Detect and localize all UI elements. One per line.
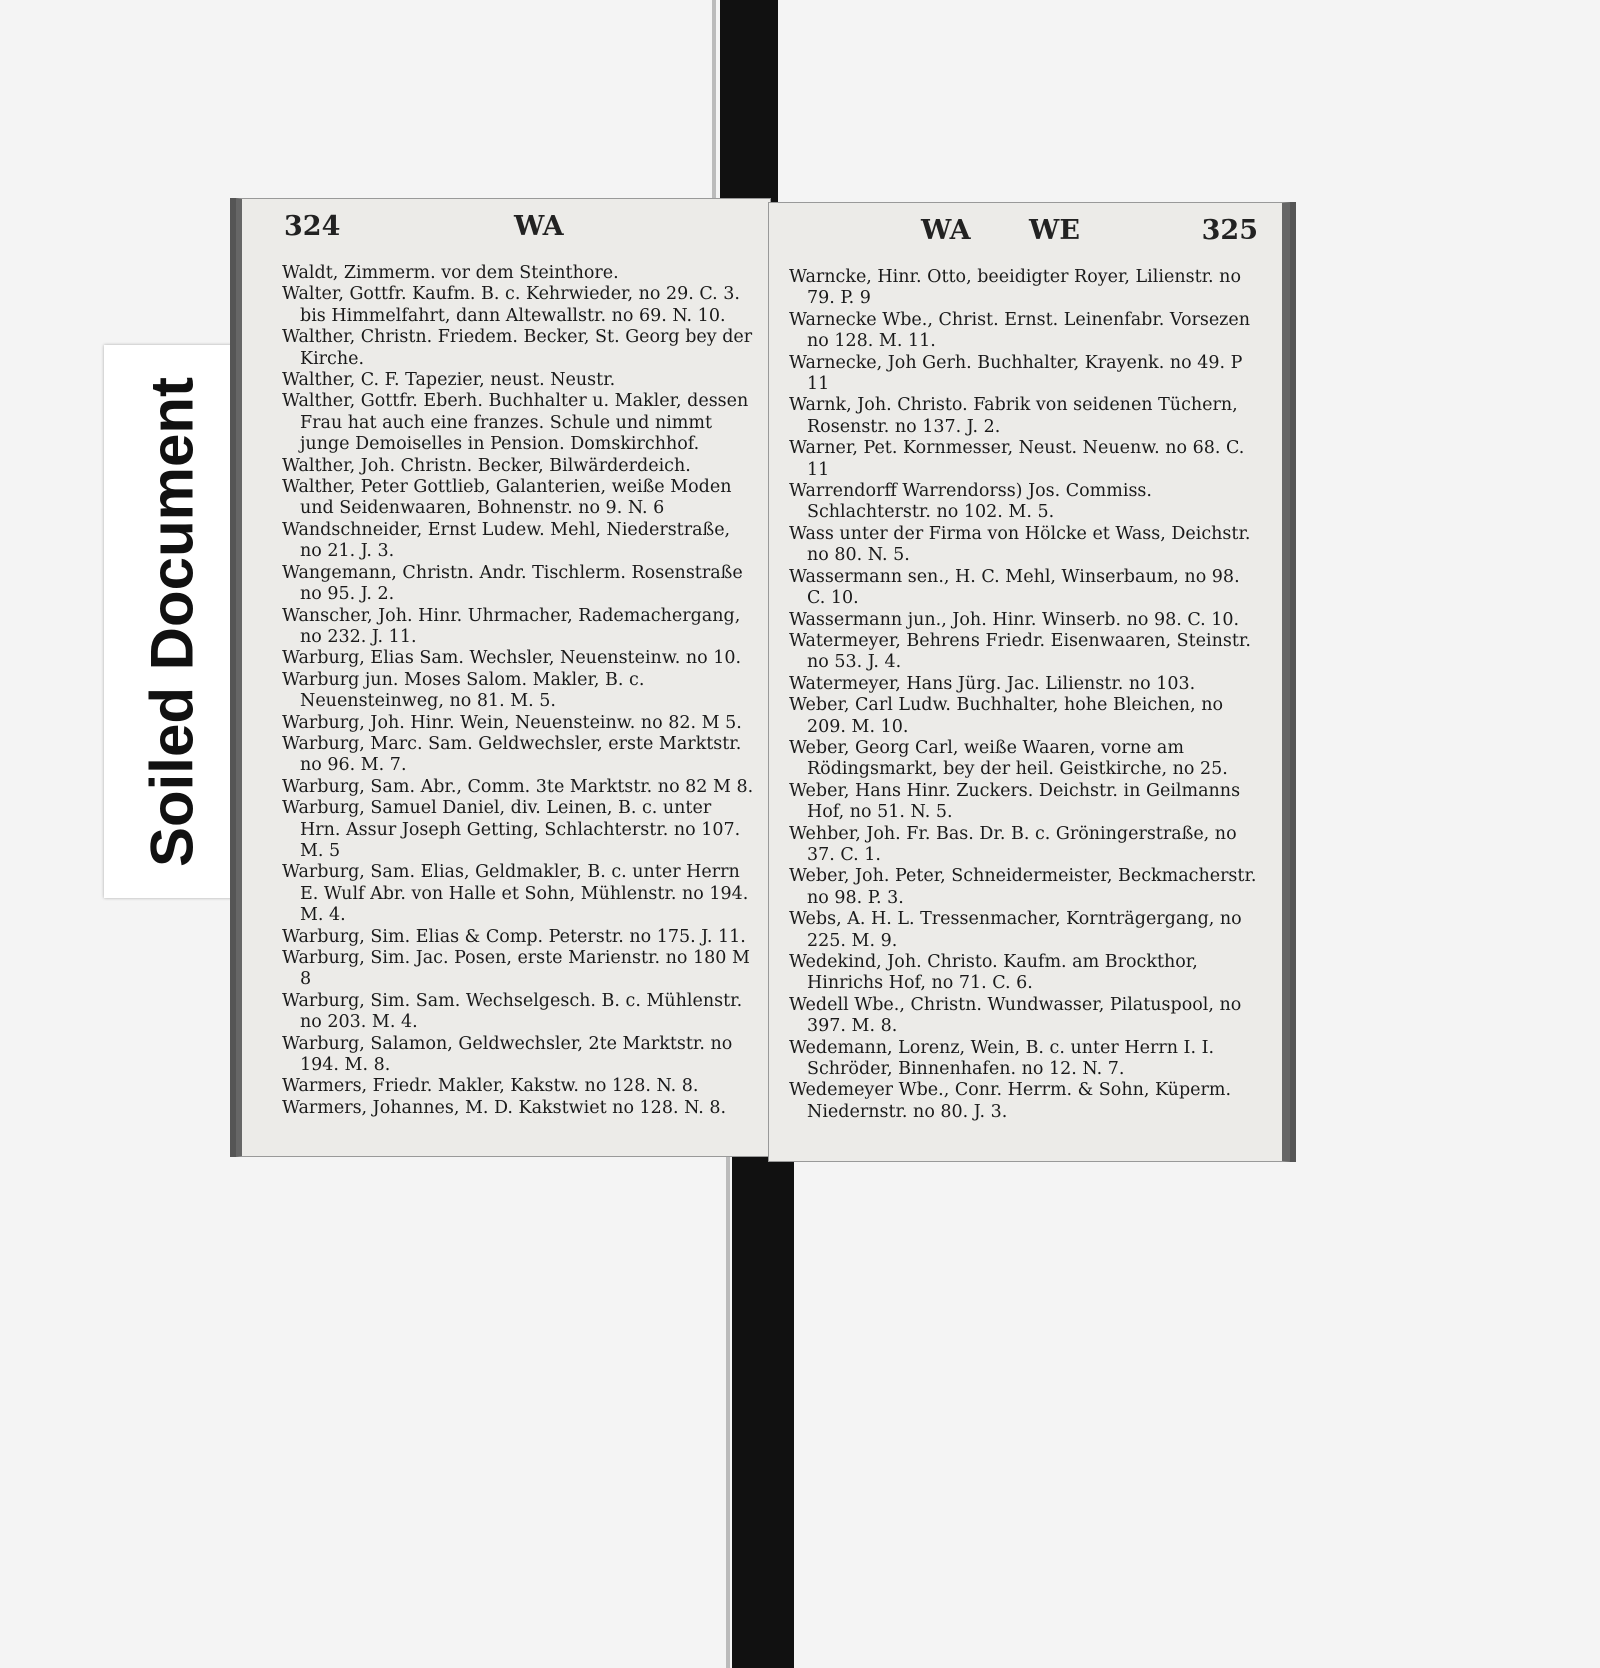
right-page-number: 325: [1201, 215, 1258, 246]
directory-entry: Warburg, Samuel Daniel, div. Leinen, B. c. unter Hrn. Assur Joseph Getting, Schlachterstr. no 107. M. 5: [282, 798, 741, 861]
directory-entry: Warburg jun. Moses Salom. Makler, B. c. Neuensteinweg, no 81. M. 5.: [282, 669, 645, 712]
binding-strip-top: [720, 0, 778, 205]
directory-entry: Warncke, Hinr. Otto, beeidigter Royer, Lilienstr. no 79. P. 9: [789, 267, 1241, 309]
right-page: [768, 202, 1290, 1162]
directory-entry: Watermeyer, Behrens Friedr. Eisenwaaren, Steinstr. no 53. J. 4.: [789, 630, 1251, 673]
directory-entry: Warburg, Sim. Elias & Comp. Peterstr. no 175. J. 11.: [282, 926, 746, 947]
directory-entry: Warburg, Sim. Sam. Wechselgesch. B. c. Mühlenstr. no 203. M. 4.: [282, 990, 743, 1033]
directory-entry: Warburg, Sim. Jac. Posen, erste Marienstr. no 180 M 8: [282, 948, 750, 990]
directory-entry: Warner, Pet. Kornmesser, Neust. Neuenw. no 68. C. 11: [789, 438, 1245, 480]
directory-entry: Wedemeyer Wbe., Conr. Herrm. & Sohn, Küperm. Niedernstr. no 80. J. 3.: [789, 1080, 1232, 1122]
binding-strip-bottom: [732, 1150, 794, 1668]
directory-entry: Wedemann, Lorenz, Wein, B. c. unter Herrn I. I. Schröder, Binnenhafen. no 12. N. 7.: [789, 1037, 1215, 1080]
soiled-document-tab: [104, 345, 240, 898]
directory-entry: Webs, A. H. L. Tressenmacher, Kornträgergang, no 225. M. 9.: [789, 909, 1242, 951]
directory-entry: Wanscher, Joh. Hinr. Uhrmacher, Rademachergang, no 232. J. 11.: [282, 605, 741, 647]
directory-entry: Weber, Georg Carl, weiße Waaren, vorne am Rödingsmarkt, bey der heil. Geistkirche, no 25.: [789, 737, 1228, 780]
directory-entry: Warburg, Sam. Elias, Geldmakler, B. c. unter Herrn E. Wulf Abr. von Halle et Sohn, Mühlenstr. no 194. M. 4.: [282, 862, 749, 926]
left-page: [236, 198, 771, 1157]
directory-entry: Wedekind, Joh. Christo. Kaufm. am Brockthor, Hinrichs Hof, no 71. C. 6.: [789, 952, 1198, 994]
directory-entry: Warburg, Sam. Abr., Comm. 3te Marktstr. no 82 M 8.: [282, 776, 754, 797]
directory-entry: Warmers, Friedr. Makler, Kakstw. no 128. N. 8.: [282, 1076, 699, 1097]
soiled-document-label: Soiled Document: [138, 376, 206, 867]
left-page-letters: WA: [514, 211, 564, 242]
directory-entry: Walther, Joh. Christn. Becker, Bilwärderdeich.: [282, 455, 691, 476]
directory-entry: Weber, Joh. Peter, Schneidermeister, Beckmacherstr. no 98. P. 3.: [789, 866, 1257, 908]
directory-entry: Wass unter der Firma von Hölcke et Wass, Deichstr. no 80. N. 5.: [789, 523, 1251, 566]
directory-entry: Warnk, Joh. Christo. Fabrik von seidenen Tüchern, Rosenstr. no 137. J. 2.: [789, 395, 1238, 437]
directory-entry: Warburg, Elias Sam. Wechsler, Neuensteinw. no 10.: [282, 648, 742, 669]
binding-edge-bottom: [726, 1150, 730, 1668]
directory-entry: Warmers, Johannes, M. D. Kakstwiet no 128. N. 8.: [282, 1097, 727, 1118]
directory-entry: Walther, Gottfr. Eberh. Buchhalter u. Makler, dessen Frau hat auch eine franzes. Schule und nimmt junge Demoiselles in Pension. Domskirchhof.: [282, 391, 749, 455]
directory-entry: Warburg, Joh. Hinr. Wein, Neuensteinw. no 82. M 5.: [282, 712, 742, 733]
directory-entry: Wassermann sen., H. C. Mehl, Winserbaum, no 98. C. 10.: [789, 566, 1240, 609]
right-page-header: [789, 215, 1258, 255]
directory-entry: Warnecke, Joh Gerh. Buchhalter, Krayenk. no 49. P 11: [789, 352, 1243, 395]
directory-entry: Wangemann, Christn. Andr. Tischlerm. Rosenstraße no 95. J. 2.: [282, 562, 743, 605]
directory-entry: Walther, Peter Gottlieb, Galanterien, weiße Moden und Seidenwaaren, Bohnenstr. no 9. N. 6: [282, 477, 732, 519]
right-page-letters-2: WE: [1029, 215, 1080, 246]
directory-entry: Warburg, Salamon, Geldwechsler, 2te Marktstr. no 194. M. 8.: [282, 1033, 733, 1076]
directory-entry: Warburg, Marc. Sam. Geldwechsler, erste Marktstr. no 96. M. 7.: [282, 733, 742, 776]
directory-entry: Wandschneider, Ernst Ludew. Mehl, Niederstraße, no 21. J. 3.: [282, 519, 731, 562]
directory-entry: Walther, Christn. Friedem. Becker, St. Georg bey der Kirche.: [282, 327, 753, 369]
right-page-entries: [789, 267, 1260, 1123]
directory-entry: Warrendorff Warrendorss) Jos. Commiss. Schlachterstr. no 102. M. 5.: [789, 481, 1152, 523]
directory-entry: Wassermann jun., Joh. Hinr. Winserb. no 98. C. 10.: [789, 609, 1240, 630]
left-page-number: 324: [284, 211, 341, 242]
binding-edge-top: [712, 0, 716, 205]
left-page-header: [284, 211, 752, 251]
directory-entry: Walter, Gottfr. Kaufm. B. c. Kehrwieder, no 29. C. 3. bis Himmelfahrt, dann Altewallstr. no 69. N. 10.: [282, 284, 740, 326]
directory-entry: Warnecke Wbe., Christ. Ernst. Leinenfabr. Vorsezen no 128. M. 11.: [789, 309, 1251, 352]
directory-entry: Walther, C. F. Tapezier, neust. Neustr.: [282, 370, 616, 391]
directory-entry: Wedell Wbe., Christn. Wundwasser, Pilatuspool, no 397. M. 8.: [789, 994, 1242, 1037]
left-page-entries: [282, 263, 756, 1119]
directory-entry: Wehber, Joh. Fr. Bas. Dr. B. c. Gröningerstraße, no 37. C. 1.: [789, 823, 1237, 865]
directory-entry: Waldt, Zimmerm. vor dem Steinthore.: [282, 263, 619, 283]
directory-entry: Watermeyer, Hans Jürg. Jac. Lilienstr. no 103.: [789, 673, 1196, 694]
directory-entry: Weber, Hans Hinr. Zuckers. Deichstr. in Geilmanns Hof, no 51. N. 5.: [789, 780, 1241, 823]
directory-entry: Weber, Carl Ludw. Buchhalter, hohe Bleichen, no 209. M. 10.: [789, 695, 1224, 737]
right-page-letters: WA: [921, 215, 971, 246]
